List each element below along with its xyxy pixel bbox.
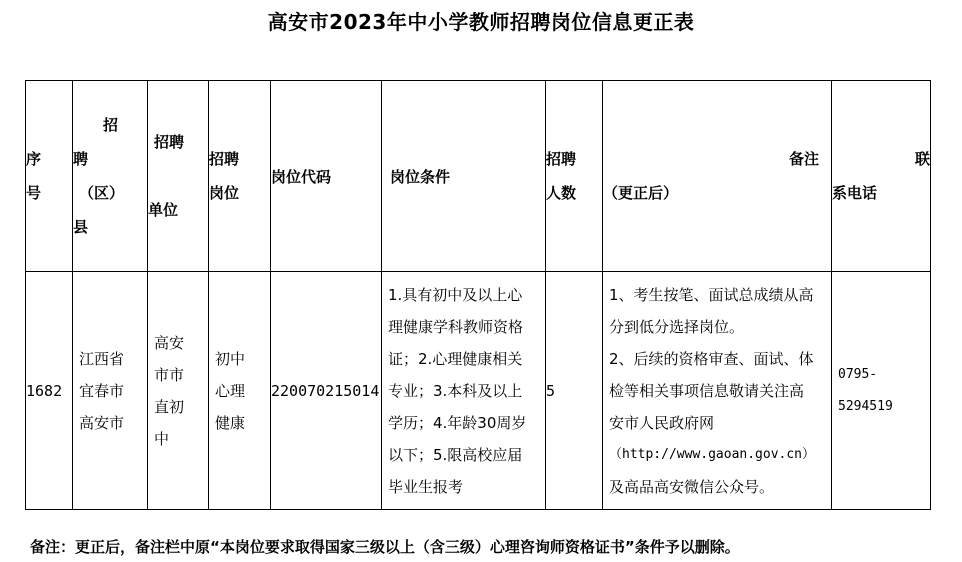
cell-county: 江西省 宜春市 高安市 [73, 272, 148, 510]
header-remark: 备注 （更正后） [603, 81, 832, 272]
header-post: 招聘 岗位 [209, 81, 271, 272]
position-table [25, 80, 931, 510]
cell-post: 初中 心理 健康 [209, 272, 271, 510]
page-title: 高安市2023年中小学教师招聘岗位信息更正表 [267, 10, 695, 34]
header-unit: 招聘 单位 [148, 81, 209, 272]
cell-count: 5 [546, 272, 603, 510]
cell-unit: 高安 市市 直初 中 [148, 272, 209, 510]
cell-phone: 0795- 5294519 [832, 272, 931, 510]
cell-code: 220070215014 [271, 272, 382, 510]
table-row [26, 272, 931, 510]
header-code: 岗位代码 [271, 81, 382, 272]
header-seq: 序 号 [26, 81, 73, 272]
header-phone: 联 系电话 [832, 81, 931, 272]
header-condition: 岗位条件 [382, 81, 546, 272]
header-county: 招 聘 （区） 县 [73, 81, 148, 272]
header-row [26, 81, 931, 272]
footnote: 备注：更正后，备注栏中原“本岗位要求取得国家三级以上（含三级）心理咨询师资格证书”条件予以删除。 [30, 538, 740, 556]
cell-seq: 1682 [26, 272, 73, 510]
cell-remark: 1、考生按笔、面试总成绩从高 分到低分选择岗位。 2、后续的资格审查、面试、体 检等相关事项信息敬请关注高 安市人民政府网 （http://www.gaoan.gov.cn） 及高品高安微信公众号。 [603, 272, 832, 510]
header-count: 招聘 人数 [546, 81, 603, 272]
cell-condition: 1.具有初中及以上心 理健康学科教师资格 证；2.心理健康相关 专业；3.本科及以上 学历；4.年龄30周岁 以下；5.限高校应届 毕业生报考 [382, 272, 546, 510]
